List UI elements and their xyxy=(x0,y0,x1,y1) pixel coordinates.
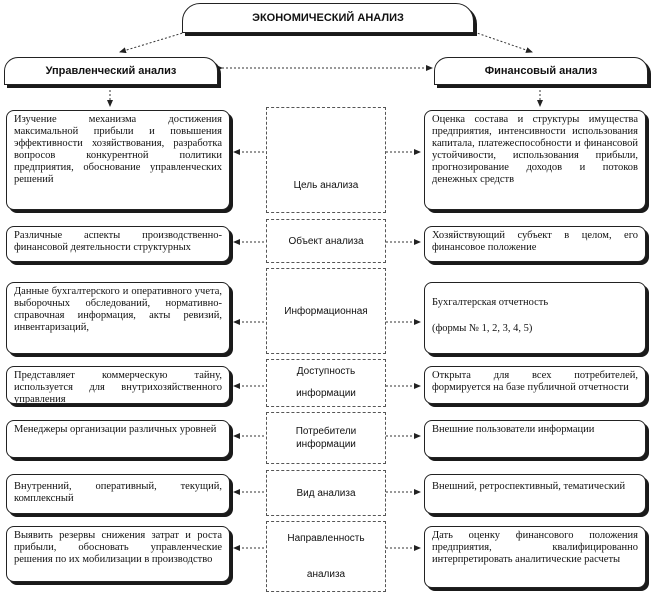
right-direction-text: Дать оценку финансового положения предприятия, квалифицированно интерпретировать аналитические расчеты xyxy=(432,530,638,565)
right-access-text: Открыта для всех потребителей, формируется на базе публичной отчетности xyxy=(432,370,638,393)
criterion-direction xyxy=(266,521,386,592)
left-type-text: Внутренний, оперативный, текущий, комплексный xyxy=(14,481,222,504)
right-goal xyxy=(424,110,646,210)
left-direction xyxy=(6,526,230,582)
right-info xyxy=(424,282,646,354)
left-info xyxy=(6,282,230,354)
criterion-direction-label: Направленность анализа xyxy=(287,532,365,580)
right-object-text: Хозяйствующий субъект в целом, его финансовое положение xyxy=(432,230,638,253)
criterion-info-label: Информационная xyxy=(284,305,368,317)
left-goal xyxy=(6,110,230,210)
right-goal-text: Оценка состава и структуры имущества предприятия, интенсивности использования капитала, платежеспособности и финансовой устойчивости, использования прибыли, прогнозирование доходов и потоков денежных средств xyxy=(432,114,638,185)
criterion-object xyxy=(266,219,386,263)
right-direction xyxy=(424,526,646,588)
left-goal-text: Изучение механизма достижения максимальной прибыли и повышения эффективности хозяйствования, разработка вопросов конкурентной политики предприятия, обоснование управленческих решений xyxy=(14,114,222,185)
right-type xyxy=(424,474,646,514)
left-access-text: Представляет коммерческую тайну, используется для внутрихозяйственного управления xyxy=(14,370,222,404)
criterion-type-label: Вид анализа xyxy=(296,487,356,499)
right-header-box xyxy=(434,57,648,85)
right-object xyxy=(424,226,646,262)
left-object xyxy=(6,226,230,262)
criterion-type xyxy=(266,470,386,516)
left-access xyxy=(6,366,230,404)
right-type-text: Внешний, ретроспективный, тематический xyxy=(432,481,626,492)
criterion-access-label: Доступность информации xyxy=(296,366,356,399)
title-text: ЭКОНОМИЧЕСКИЙ АНАЛИЗ xyxy=(252,12,404,24)
left-direction-text: Выявить резервы снижения затрат и роста прибыли, обосновать управленческие решения по их мобилизации в производство xyxy=(14,530,222,565)
criterion-goal-label: Цель анализа xyxy=(293,179,359,191)
criterion-consumers xyxy=(266,412,386,464)
right-consumers xyxy=(424,420,646,458)
title-box xyxy=(182,3,474,33)
left-object-text: Различные аспекты производственно-финансовой деятельности структурных xyxy=(14,230,222,253)
criterion-goal xyxy=(266,107,386,213)
left-header-text: Управленческий анализ xyxy=(45,65,177,77)
criterion-consumers-label: Потребители информации xyxy=(295,426,357,450)
left-consumers xyxy=(6,420,230,458)
left-type xyxy=(6,474,230,514)
left-info-text: Данные бухгалтерского и оперативного учета, выборочных обследований, нормативно-справочная информация, акты ревизий, инвентаризаций, xyxy=(14,286,222,333)
right-info-text: Бухгалтерская отчетность xyxy=(432,297,549,308)
left-header-box xyxy=(4,57,218,85)
criterion-info xyxy=(266,268,386,354)
left-consumers-text: Менеджеры организации различных уровней xyxy=(14,424,217,435)
right-info-forms: (формы № 1, 2, 3, 4, 5) xyxy=(432,323,533,334)
right-header-text: Финансовый анализ xyxy=(484,65,598,77)
criterion-object-label: Объект анализа xyxy=(288,235,364,247)
right-consumers-text: Внешние пользователи информации xyxy=(432,424,595,435)
criterion-access xyxy=(266,359,386,407)
right-access xyxy=(424,366,646,404)
